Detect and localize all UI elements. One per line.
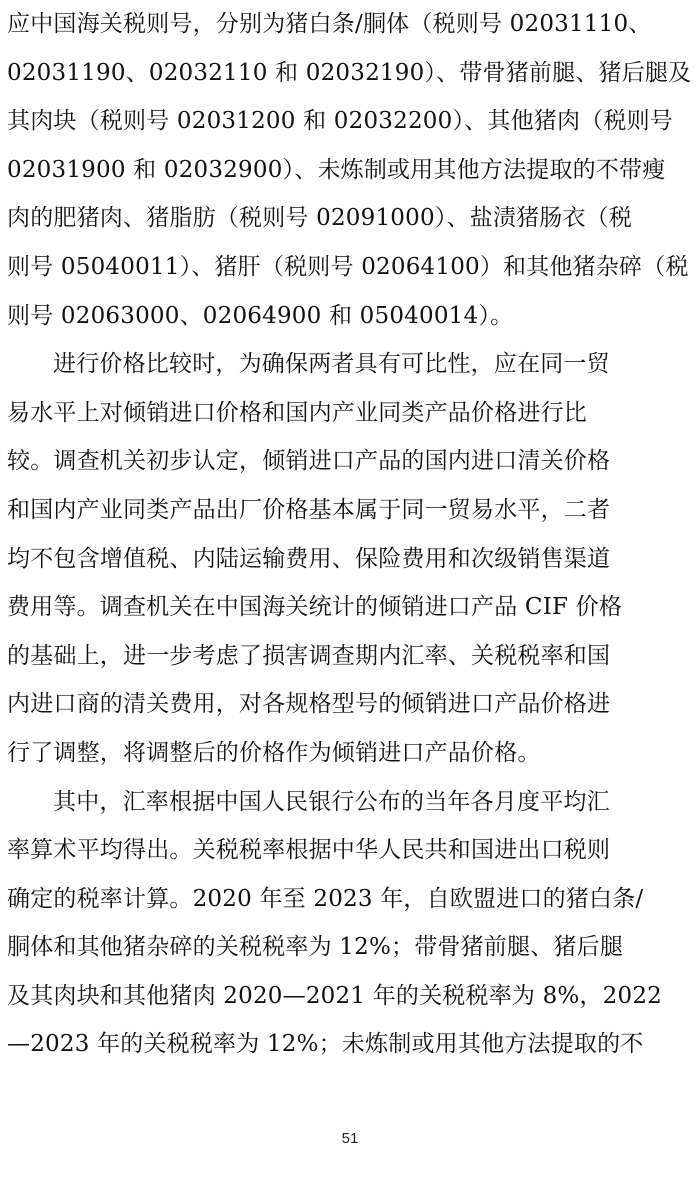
text-line: 02031900 和 02032900）、未炼制或用其他方法提取的不带瘦 <box>7 156 666 183</box>
text-line: 均不包含增值税、内陆运输费用、保险费用和次级销售渠道 <box>7 545 611 572</box>
text-line: 易水平上对倾销进口价格和国内产业同类产品价格进行比 <box>7 399 587 426</box>
text-line: 率算术平均得出。关税税率根据中华人民共和国进出口税则 <box>7 837 611 864</box>
text-line: —2023 年的关税税率为 12%；未炼制或用其他方法提取的不 <box>7 1031 644 1058</box>
text-line: 则号 02063000、02064900 和 05040014）。 <box>7 302 514 329</box>
text-line: 胴体和其他猪杂碎的关税税率为 12%；带骨猪前腿、猪后腿 <box>7 934 624 961</box>
text-line: 及其肉块和其他猪肉 2020—2021 年的关税税率为 8%，2022 <box>7 982 663 1009</box>
body-text <box>7 0 695 1069</box>
text-line: 确定的税率计算。2020 年至 2023 年，自欧盟进口的猪白条/ <box>7 885 644 912</box>
paragraph-first-line: 进行价格比较时，为确保两者具有可比性，应在同一贸 <box>53 351 610 378</box>
text-line: 内进口商的清关费用，对各规格型号的倾销进口产品价格进 <box>7 691 611 718</box>
text-line: 和国内产业同类产品出厂价格基本属于同一贸易水平，二者 <box>7 496 611 523</box>
text-line: 02031190、02032110 和 02032190）、带骨猪前腿、猪后腿及 <box>7 59 692 86</box>
text-line: 的基础上，进一步考虑了损害调查期内汇率、关税税率和国 <box>7 642 611 669</box>
text-line: 行了调整，将调整后的价格作为倾销进口产品价格。 <box>7 739 541 766</box>
text-line: 则号 05040011）、猪肝（税则号 02064100）和其他猪杂碎（税 <box>7 253 689 280</box>
text-line: 应中国海关税则号，分别为猪白条/胴体（税则号 02031110、 <box>7 11 652 37</box>
text-line: 肉的肥猪肉、猪脂肪（税则号 02091000）、盐渍猪肠衣（税 <box>7 205 633 232</box>
text-line: 较。调查机关初步认定，倾销进口产品的国内进口清关价格 <box>7 448 611 475</box>
paragraph-first-line: 其中，汇率根据中国人民银行公布的当年各月度平均汇 <box>53 788 610 815</box>
page-number: 51 <box>341 1130 359 1147</box>
text-line: 费用等。调查机关在中国海关统计的倾销进口产品 CIF 价格 <box>7 594 623 621</box>
text-line: 其肉块（税则号 02031200 和 02032200）、其他猪肉（税则号 <box>7 108 673 135</box>
